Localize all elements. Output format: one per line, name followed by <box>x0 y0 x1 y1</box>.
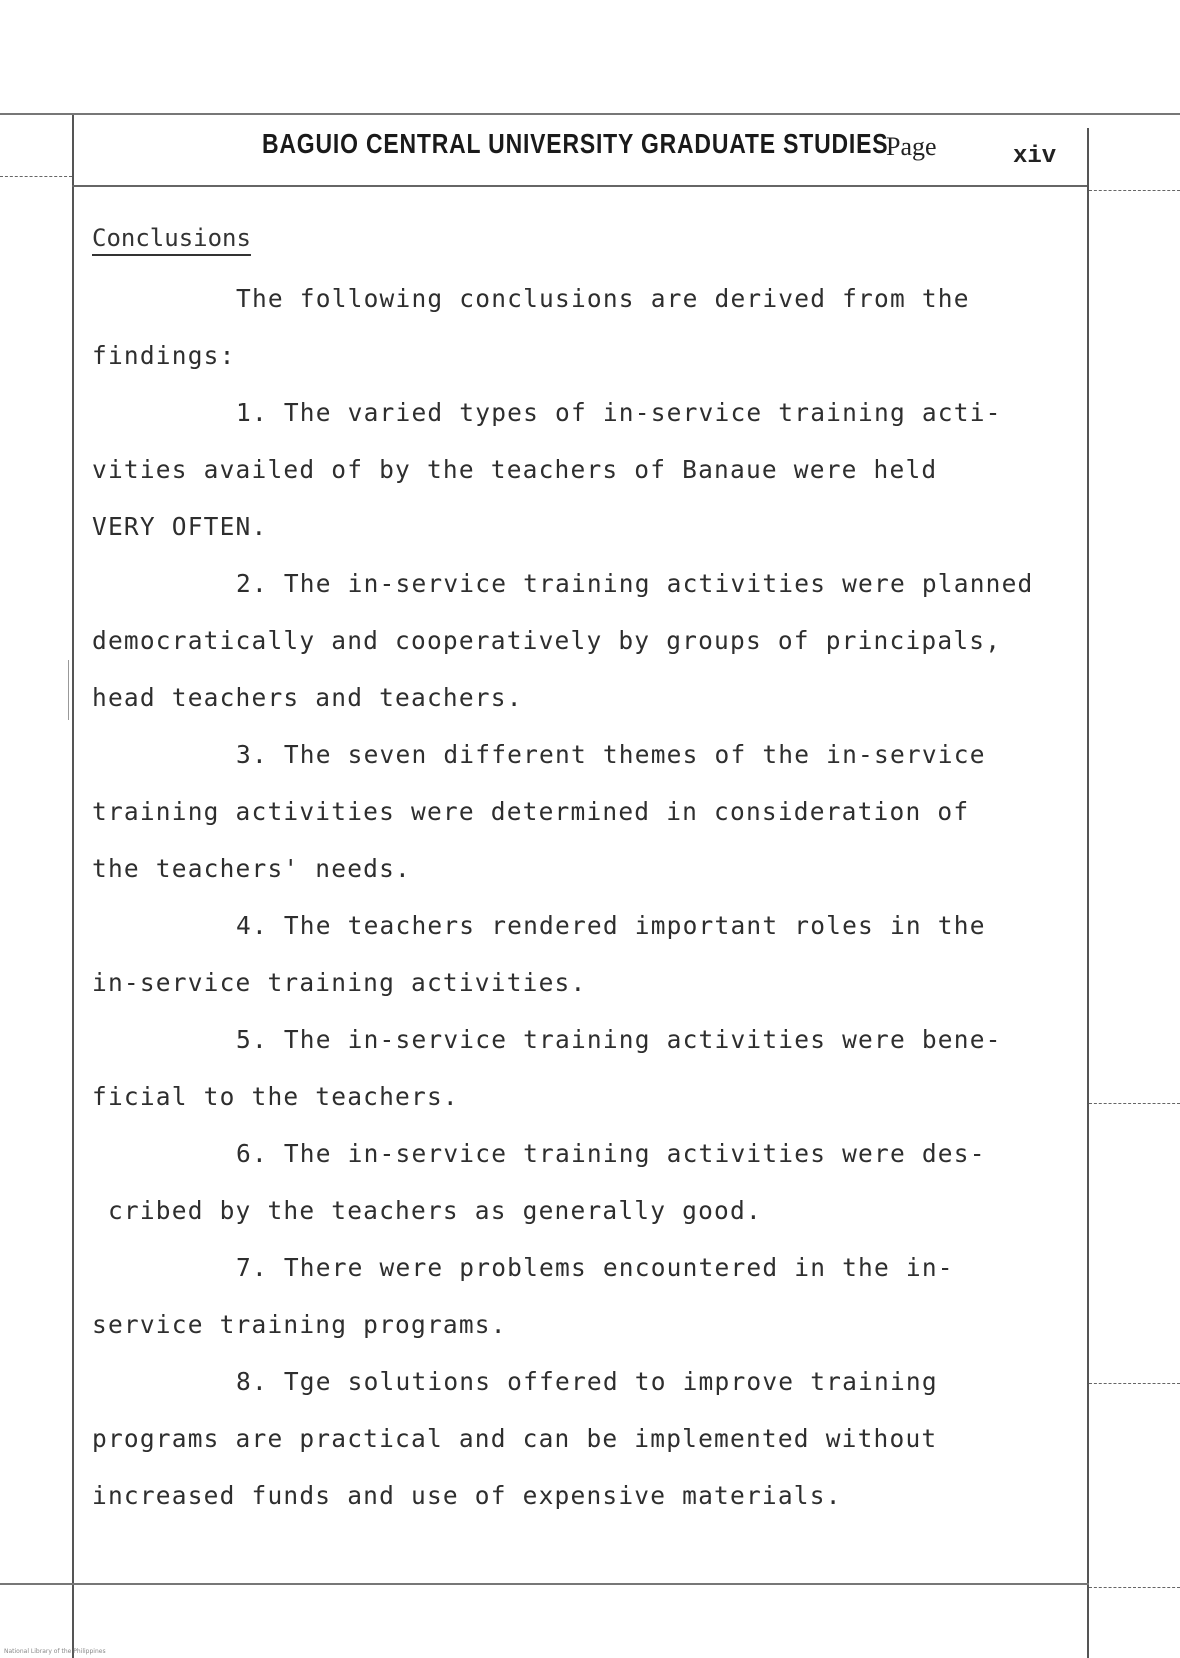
conclusion-2-line: 2. The in-service training activities were planned <box>236 569 1034 598</box>
conclusion-3-line: the teachers' needs. <box>92 854 412 883</box>
conclusion-2-line: head teachers and teachers. <box>92 683 523 712</box>
conclusion-7-line: 7. There were problems encountered in the in- <box>236 1253 954 1282</box>
conclusion-4-line: 4. The teachers rendered important roles in the <box>236 911 986 940</box>
intro-line: The following conclusions are derived from the <box>236 284 970 313</box>
frame-right-border <box>1087 128 1089 1658</box>
conclusion-7-line: service training programs. <box>92 1310 507 1339</box>
header-top-rule <box>0 113 1180 115</box>
intro-line: findings: <box>92 341 236 370</box>
header-bottom-rule <box>72 185 1087 187</box>
conclusion-4-line: in-service training activities. <box>92 968 587 997</box>
conclusion-3-line: 3. The seven different themes of the in-service <box>236 740 986 769</box>
right-margin-rule-3 <box>1089 1383 1180 1384</box>
conclusion-6-line: 6. The in-service training activities were des- <box>236 1139 986 1168</box>
page-number: xiv <box>1013 143 1057 170</box>
conclusion-2-line: democratically and cooperatively by groups of principals, <box>92 626 1002 655</box>
conclusion-8-line: increased funds and use of expensive materials. <box>92 1481 842 1510</box>
frame-left-border <box>72 113 74 1658</box>
conclusion-3-line: training activities were determined in consideration of <box>92 797 970 826</box>
conclusion-6-line: cribed by the teachers as generally good. <box>92 1196 762 1225</box>
right-margin-rule-1 <box>1089 190 1180 191</box>
university-header-title: BAGUIO CENTRAL UNIVERSITY GRADUATE STUDIES <box>262 128 889 159</box>
section-heading: Conclusions <box>92 224 251 252</box>
conclusion-1-line: VERY OFTEN. <box>92 512 268 541</box>
conclusion-8-line: programs are practical and can be implemented without <box>92 1424 938 1453</box>
conclusion-5-line: ficial to the teachers. <box>92 1082 459 1111</box>
left-margin-rule <box>0 176 72 177</box>
footer-credit: National Library of the Philippines <box>4 1648 106 1655</box>
conclusion-1-line: 1. The varied types of in-service training acti- <box>236 398 1002 427</box>
right-margin-rule-2 <box>1089 1103 1180 1104</box>
conclusion-5-line: 5. The in-service training activities were bene- <box>236 1025 1002 1054</box>
conclusion-1-line: vities availed of by the teachers of Banaue were held <box>92 455 938 484</box>
left-margin-tick <box>68 660 69 720</box>
right-margin-rule-4 <box>1089 1587 1180 1588</box>
conclusion-8-line: 8. Tge solutions offered to improve training <box>236 1367 938 1396</box>
footer-rule <box>0 1583 1089 1585</box>
page-label: Page <box>886 132 937 161</box>
